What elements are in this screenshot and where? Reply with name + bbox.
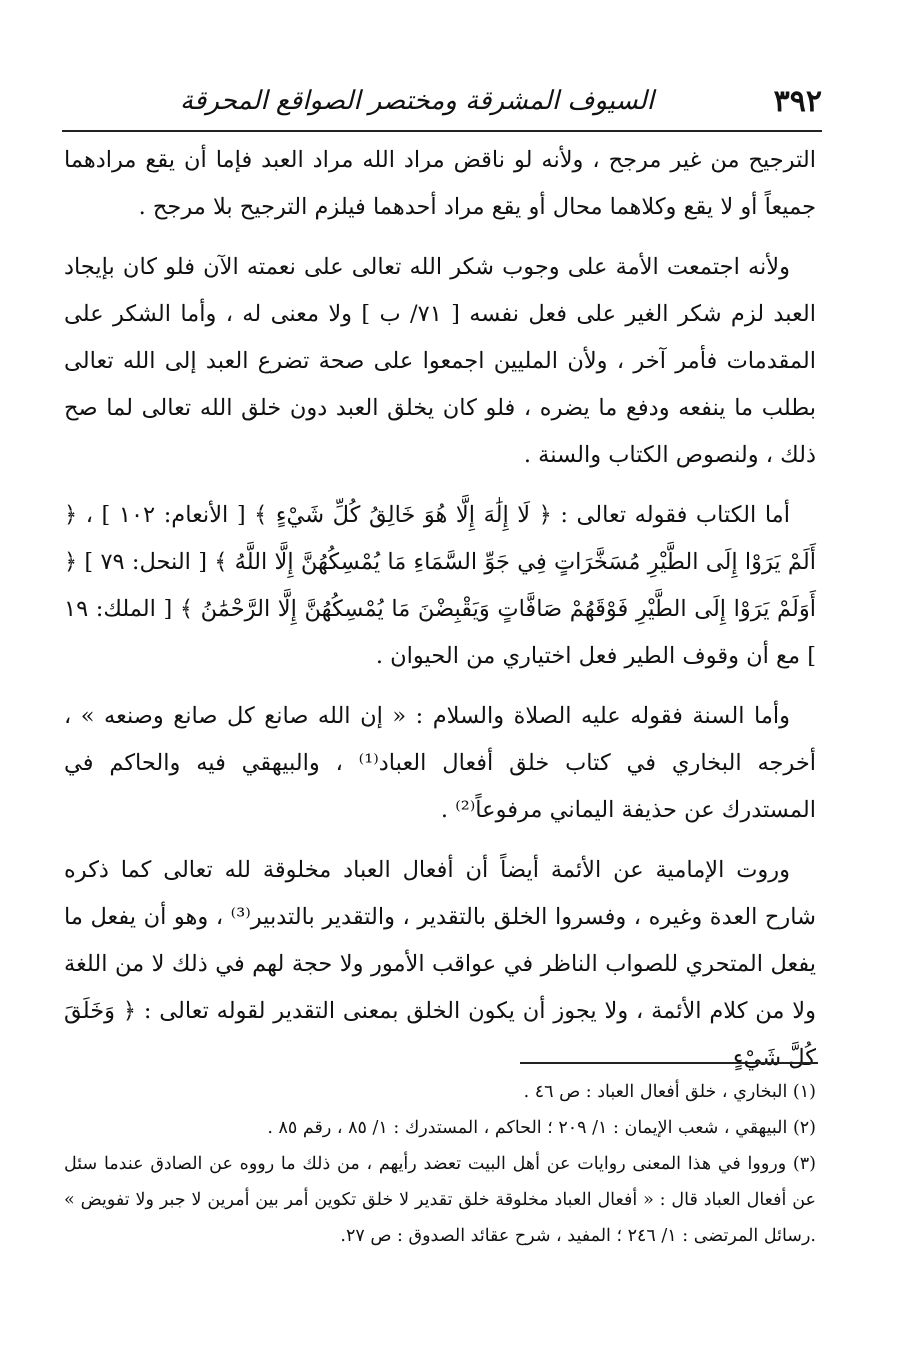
footnotes	[64, 1074, 816, 1254]
book-title: السيوف المشرقة ومختصر الصواقع المحرقة	[179, 86, 654, 116]
main-text	[64, 137, 816, 1095]
paragraph: وروت الإمامية عن الأئمة أيضاً أن أفعال العباد مخلوقة لله تعالى كما ذكره شارح العدة وغيره ، وفسروا الخلق بالتقدير ، والتقدير بالتدبير⁽³⁾ ، وهو أن يفعل ما يفعل المتحري للصواب الناظر في عواقب الأمور ولا حجة لهم في ذلك لا من اللغة ولا من كلام الأئمة ، ولا يجوز أن يكون الخلق بمعنى التقدير لقوله تعالى : ﴿ وَخَلَقَ كُلَّ شَيْءٍ	[64, 857, 816, 1071]
page-number: ٣٩٢	[773, 84, 822, 119]
footnote: (٣) ورووا في هذا المعنى روايات عن أهل البيت تعضد رأيهم ، من ذلك ما رووه عن الصادق عندما سئل عن أفعال العباد قال : « أفعال العباد مخلوقة خلق تقدير لا خلق تكوين أمر بين أمرين لا جبر ولا تفويض » .رسائل المرتضى : ١/ ٢٤٦ ؛ المفيد ، شرح عقائد الصدوق : ص ٢٧.	[64, 1154, 816, 1246]
paragraph: وأما السنة فقوله عليه الصلاة والسلام : « إن الله صانع كل صانع وصنعه » ، أخرجه البخاري في كتاب خلق أفعال العباد⁽¹⁾ ، والبيهقي فيه والحاكم في المستدرك عن حذيفة اليماني مرفوعاً⁽²⁾ .	[64, 703, 816, 823]
footnote: (١) البخاري ، خلق أفعال العباد : ص ٤٦ .	[523, 1082, 816, 1102]
paragraph: الترجيح من غير مرجح ، ولأنه لو ناقض مراد الله مراد العبد فإما أن يقع مرادهما جميعاً أو لا يقع وكلاهما محال أو يقع مراد أحدهما فيلزم الترجيح بلا مرجح .	[64, 147, 816, 220]
paragraph: أما الكتاب فقوله تعالى : ﴿ لَا إِلَٰهَ إِلَّا هُوَ خَالِقُ كُلِّ شَيْءٍ ﴾ [ الأنعام: ١٠٢ ] ، ﴿ أَلَمْ يَرَوْا إِلَى الطَّيْرِ مُسَخَّرَاتٍ فِي جَوِّ السَّمَاءِ مَا يُمْسِكُهُنَّ إِلَّا اللَّهُ ﴾ [ النحل: ٧٩ ] ﴿ أَوَلَمْ يَرَوْا إِلَى الطَّيْرِ فَوْقَهُمْ صَافَّاتٍ وَيَقْبِضْنَ مَا يُمْسِكُهُنَّ إِلَّا الرَّحْمَٰنُ ﴾ [ الملك: ١٩ ] مع أن وقوف الطير فعل اختياري من الحيوان .	[64, 502, 816, 669]
footnote-divider	[520, 1062, 818, 1064]
running-head	[62, 78, 822, 132]
footnote: (٢) البيهقي ، شعب الإيمان : ١/ ٢٠٩ ؛ الحاكم ، المستدرك : ١/ ٨٥ ، رقم ٨٥ .	[267, 1118, 816, 1138]
paragraph: ولأنه اجتمعت الأمة على وجوب شكر الله تعالى على نعمته الآن فلو كان بإيجاد العبد لزم شكر الغير على فعل نفسه [ ٧١/ ب ] ولا معنى له ، وأما الشكر على المقدمات فأمر آخر ، ولأن المليين اجمعوا على صحة تضرع العبد إلى الله تعالى بطلب ما ينفعه ودفع ما يضره ، فلو كان يخلق العبد دون خلق الله تعالى لما صح ذلك ، ولنصوص الكتاب والسنة .	[64, 254, 816, 468]
